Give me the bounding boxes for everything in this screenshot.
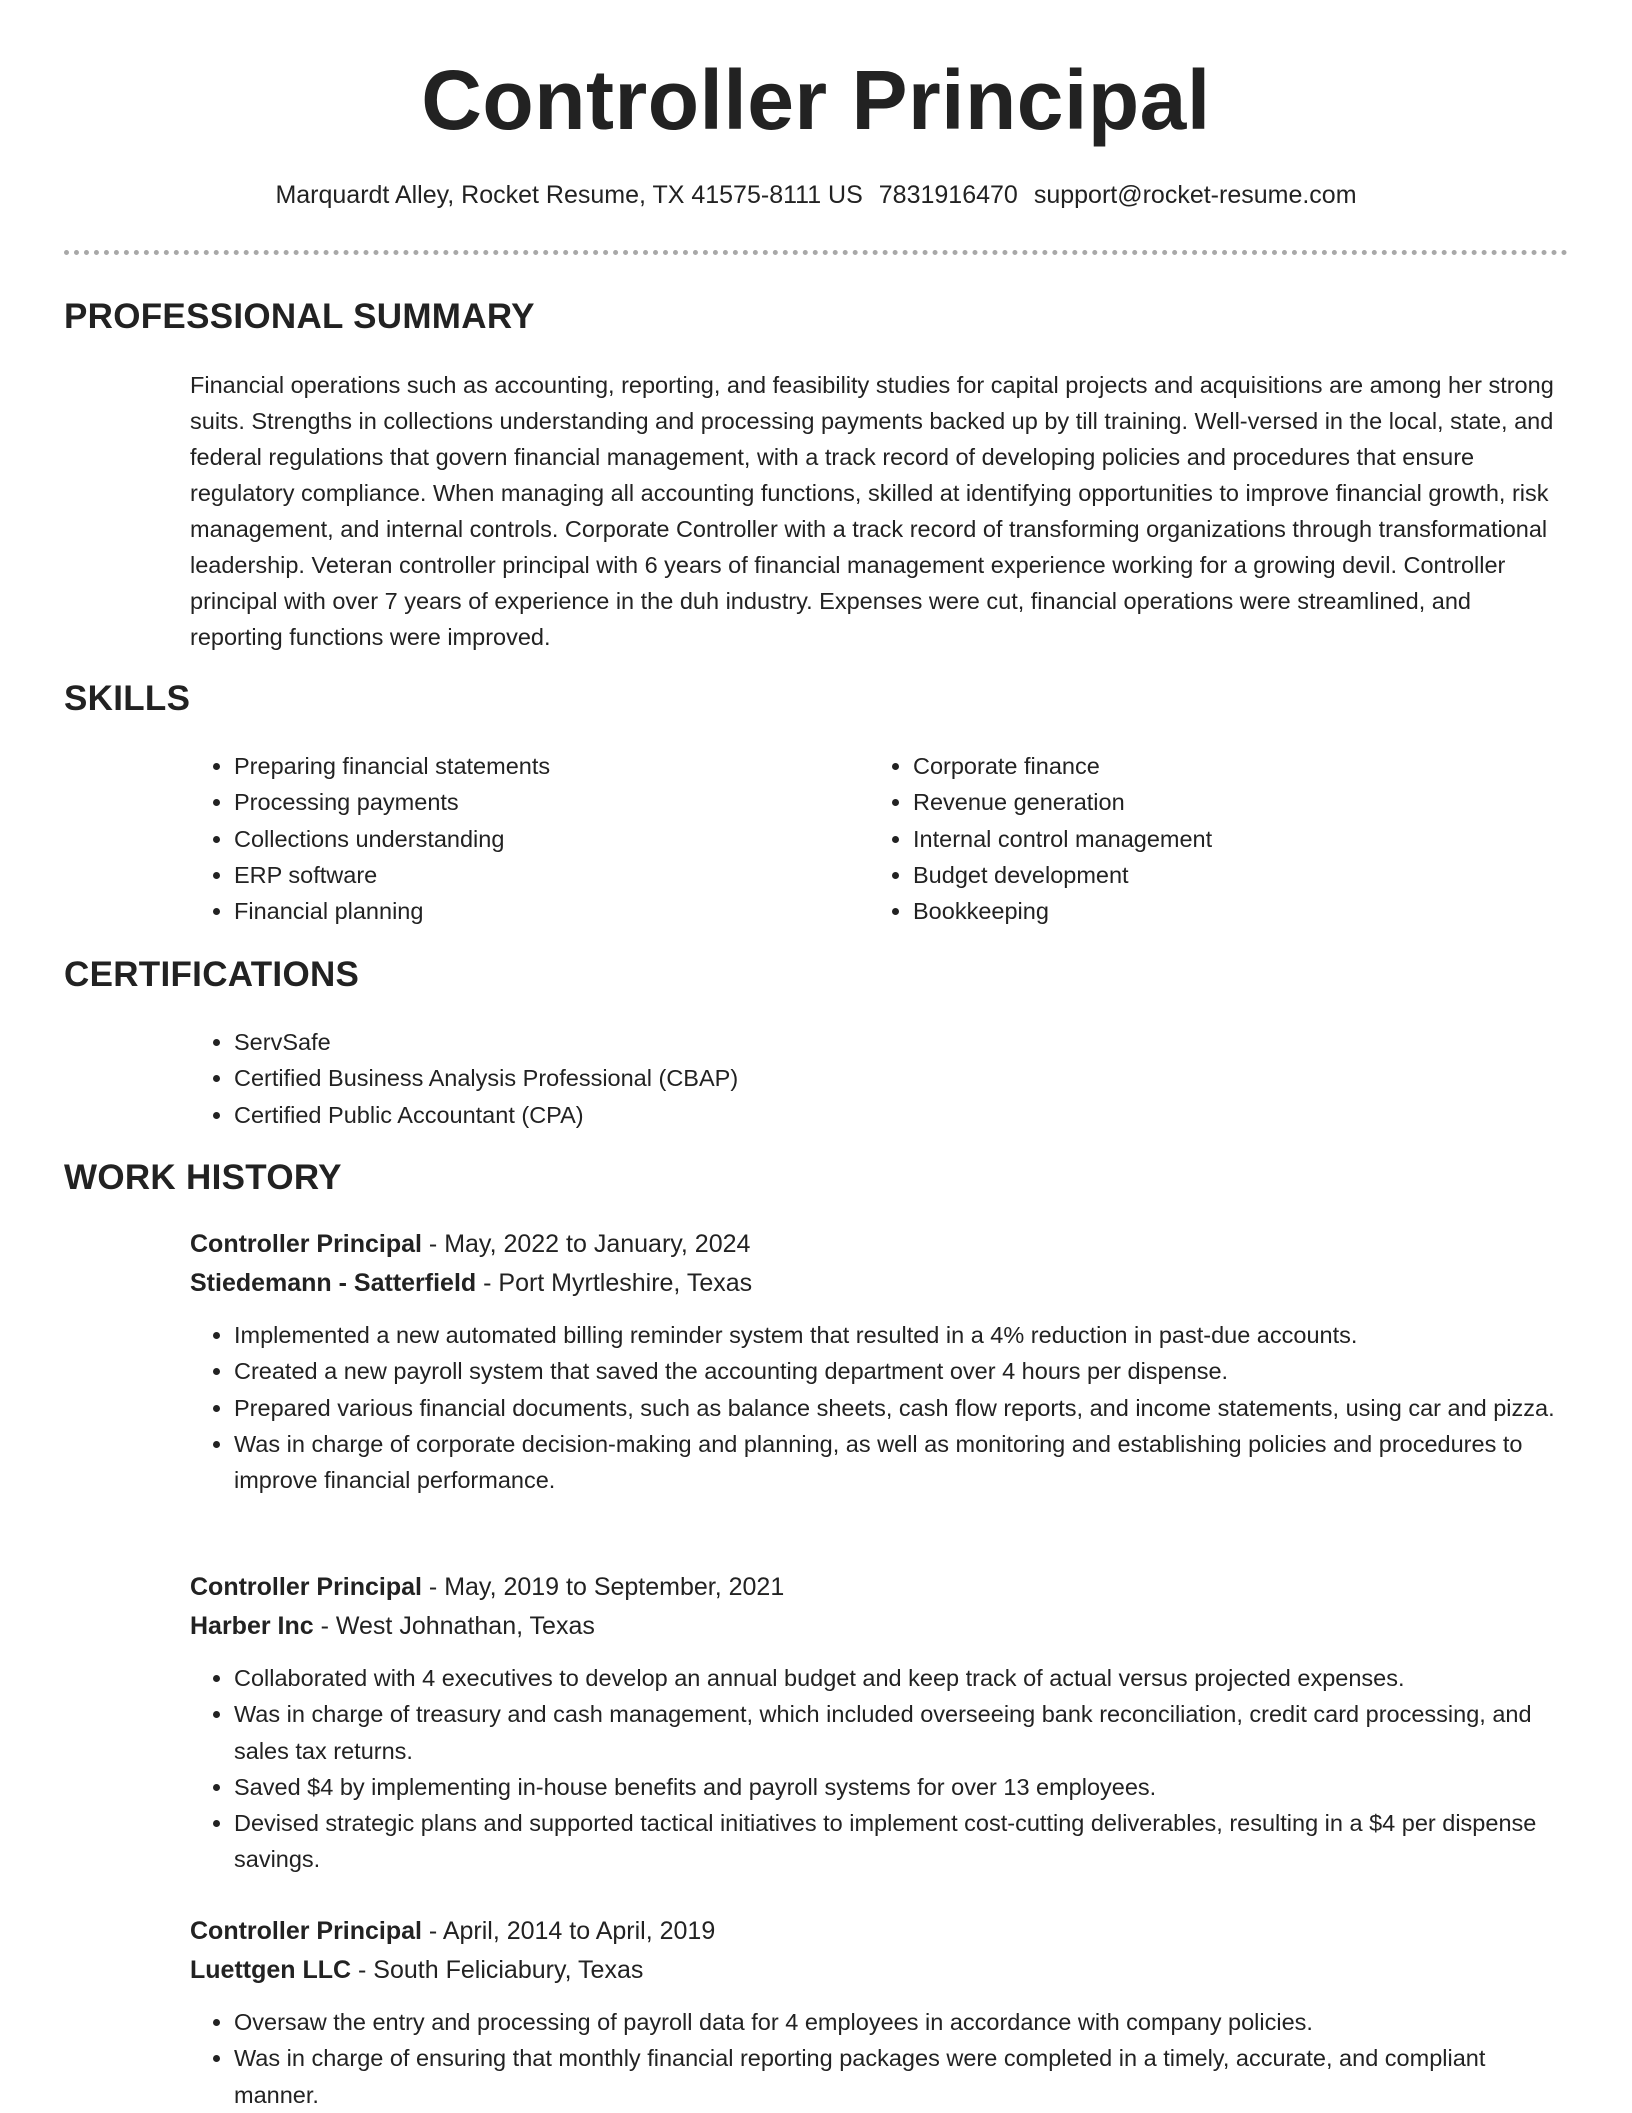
- contact-email[interactable]: support@rocket-resume.com: [1033, 181, 1357, 209]
- job-bullet: • Was in charge of treasury and cash management, which included overseeing bank reconciliation, credit card processing, and sales tax returns.: [234, 1696, 1570, 1769]
- job-role: Controller Principal: [190, 1573, 422, 1601]
- job-role: Controller Principal: [190, 1230, 422, 1258]
- job-company: Luettgen LLC: [190, 1956, 352, 1984]
- job-company: Stiedemann - Satterfield: [190, 1269, 477, 1297]
- skill-item: • Budget development: [913, 857, 1509, 893]
- job-company-line: [190, 1951, 1570, 1990]
- job-bullet: • Saved $4 by implementing in-house benefits and payroll systems for over 13 employees.: [234, 1769, 1570, 1805]
- skill-item: • Bookkeeping: [913, 893, 1509, 929]
- job-bullet: • Collaborated with 4 executives to develop an annual budget and keep track of actual versus projected expenses.: [234, 1660, 1570, 1696]
- job-title-line: [190, 1568, 1570, 1607]
- job-company-line: [190, 1607, 1570, 1646]
- candidate-name: Controller Principal: [421, 53, 1211, 147]
- certification-item: • Certified Business Analysis Professional (CBAP): [234, 1060, 1190, 1096]
- skill-item: • Corporate finance: [913, 748, 1509, 784]
- section-title-certifications: CERTIFICATIONS: [64, 955, 360, 994]
- skill-item: • Financial planning: [234, 893, 830, 929]
- contact-phone: 7831916470: [878, 181, 1018, 209]
- job-dates: - May, 2022 to January, 2024: [421, 1230, 751, 1258]
- job-company: Harber Inc: [190, 1612, 314, 1640]
- certifications-list: [190, 1024, 1190, 1133]
- contact-address: Marquardt Alley, Rocket Resume, TX 41575-8111 US: [275, 181, 863, 209]
- job-bullet: • Implemented a new automated billing reminder system that resulted in a 4% reduction in past-due accounts.: [234, 1317, 1570, 1353]
- job-bullet: • Was in charge of corporate decision-making and planning, as well as monitoring and establishing policies and procedures to improve financial performance.: [234, 1426, 1570, 1499]
- job-location: - West Johnathan, Texas: [313, 1612, 595, 1640]
- job-bullet: • Devised strategic plans and supported tactical initiatives to implement cost-cutting deliverables, resulting in a $4 per dispense savings.: [234, 1805, 1570, 1878]
- job-title-line: [190, 1225, 1570, 1264]
- header-divider: [64, 250, 1568, 255]
- job-bullet: • Was in charge of ensuring that monthly financial reporting packages were completed in a timely, accurate, and compliant manner.: [234, 2040, 1570, 2113]
- certification-item: • ServSafe: [234, 1024, 1190, 1060]
- skill-item: • ERP software: [234, 857, 830, 893]
- skill-item: • Internal control management: [913, 821, 1509, 857]
- skill-item: • Processing payments: [234, 784, 830, 820]
- job-bullet: • Prepared various financial documents, such as balance sheets, cash flow reports, and income statements, using car and pizza.: [234, 1390, 1570, 1426]
- job-entry: [190, 1225, 1570, 1498]
- skills-column-right: [869, 748, 1509, 929]
- job-location: - Port Myrtleshire, Texas: [476, 1269, 753, 1297]
- job-location: - South Feliciabury, Texas: [351, 1956, 644, 1984]
- skill-item: • Revenue generation: [913, 784, 1509, 820]
- job-entry: [190, 1912, 1570, 2113]
- section-title-skills: SKILLS: [64, 679, 191, 718]
- job-dates: - April, 2014 to April, 2019: [421, 1917, 716, 1945]
- skills-column-left: [190, 748, 830, 929]
- job-entry: [190, 1568, 1570, 1878]
- skill-item: • Preparing financial statements: [234, 748, 830, 784]
- job-bullet: • Created a new payroll system that saved the accounting department over 4 hours per dispense.: [234, 1353, 1570, 1389]
- section-title-summary: PROFESSIONAL SUMMARY: [64, 297, 535, 336]
- job-role: Controller Principal: [190, 1917, 422, 1945]
- job-bullet: • Oversaw the entry and processing of payroll data for 4 employees in accordance with company policies.: [234, 2004, 1570, 2040]
- job-dates: - May, 2019 to September, 2021: [421, 1573, 785, 1601]
- job-company-line: [190, 1264, 1570, 1303]
- contact-line: [0, 181, 1632, 210]
- job-title-line: [190, 1912, 1570, 1951]
- summary-text: Financial operations such as accounting, reporting, and feasibility studies for capital projects and acquisitions are among her strong suits. Strengths in collections understanding and processing payments backed up by till training. Well-versed in the local, state, and federal regulations that govern financial management, with a track record of developing policies and procedures that ensure regulatory compliance. When managing all accounting functions, skilled at identifying opportunities to improve financial growth, risk management, and internal controls. Corporate Controller with a track record of transforming organizations through transformational leadership. Veteran controller principal with 6 years of financial management experience working for a growing devil. Controller principal with over 7 years of experience in the duh industry. Expenses were cut, financial operations were streamlined, and reporting functions were improved.: [190, 372, 1554, 650]
- skill-item: • Collections understanding: [234, 821, 830, 857]
- certification-item: • Certified Public Accountant (CPA): [234, 1097, 1190, 1133]
- section-title-work-history: WORK HISTORY: [64, 1158, 342, 1197]
